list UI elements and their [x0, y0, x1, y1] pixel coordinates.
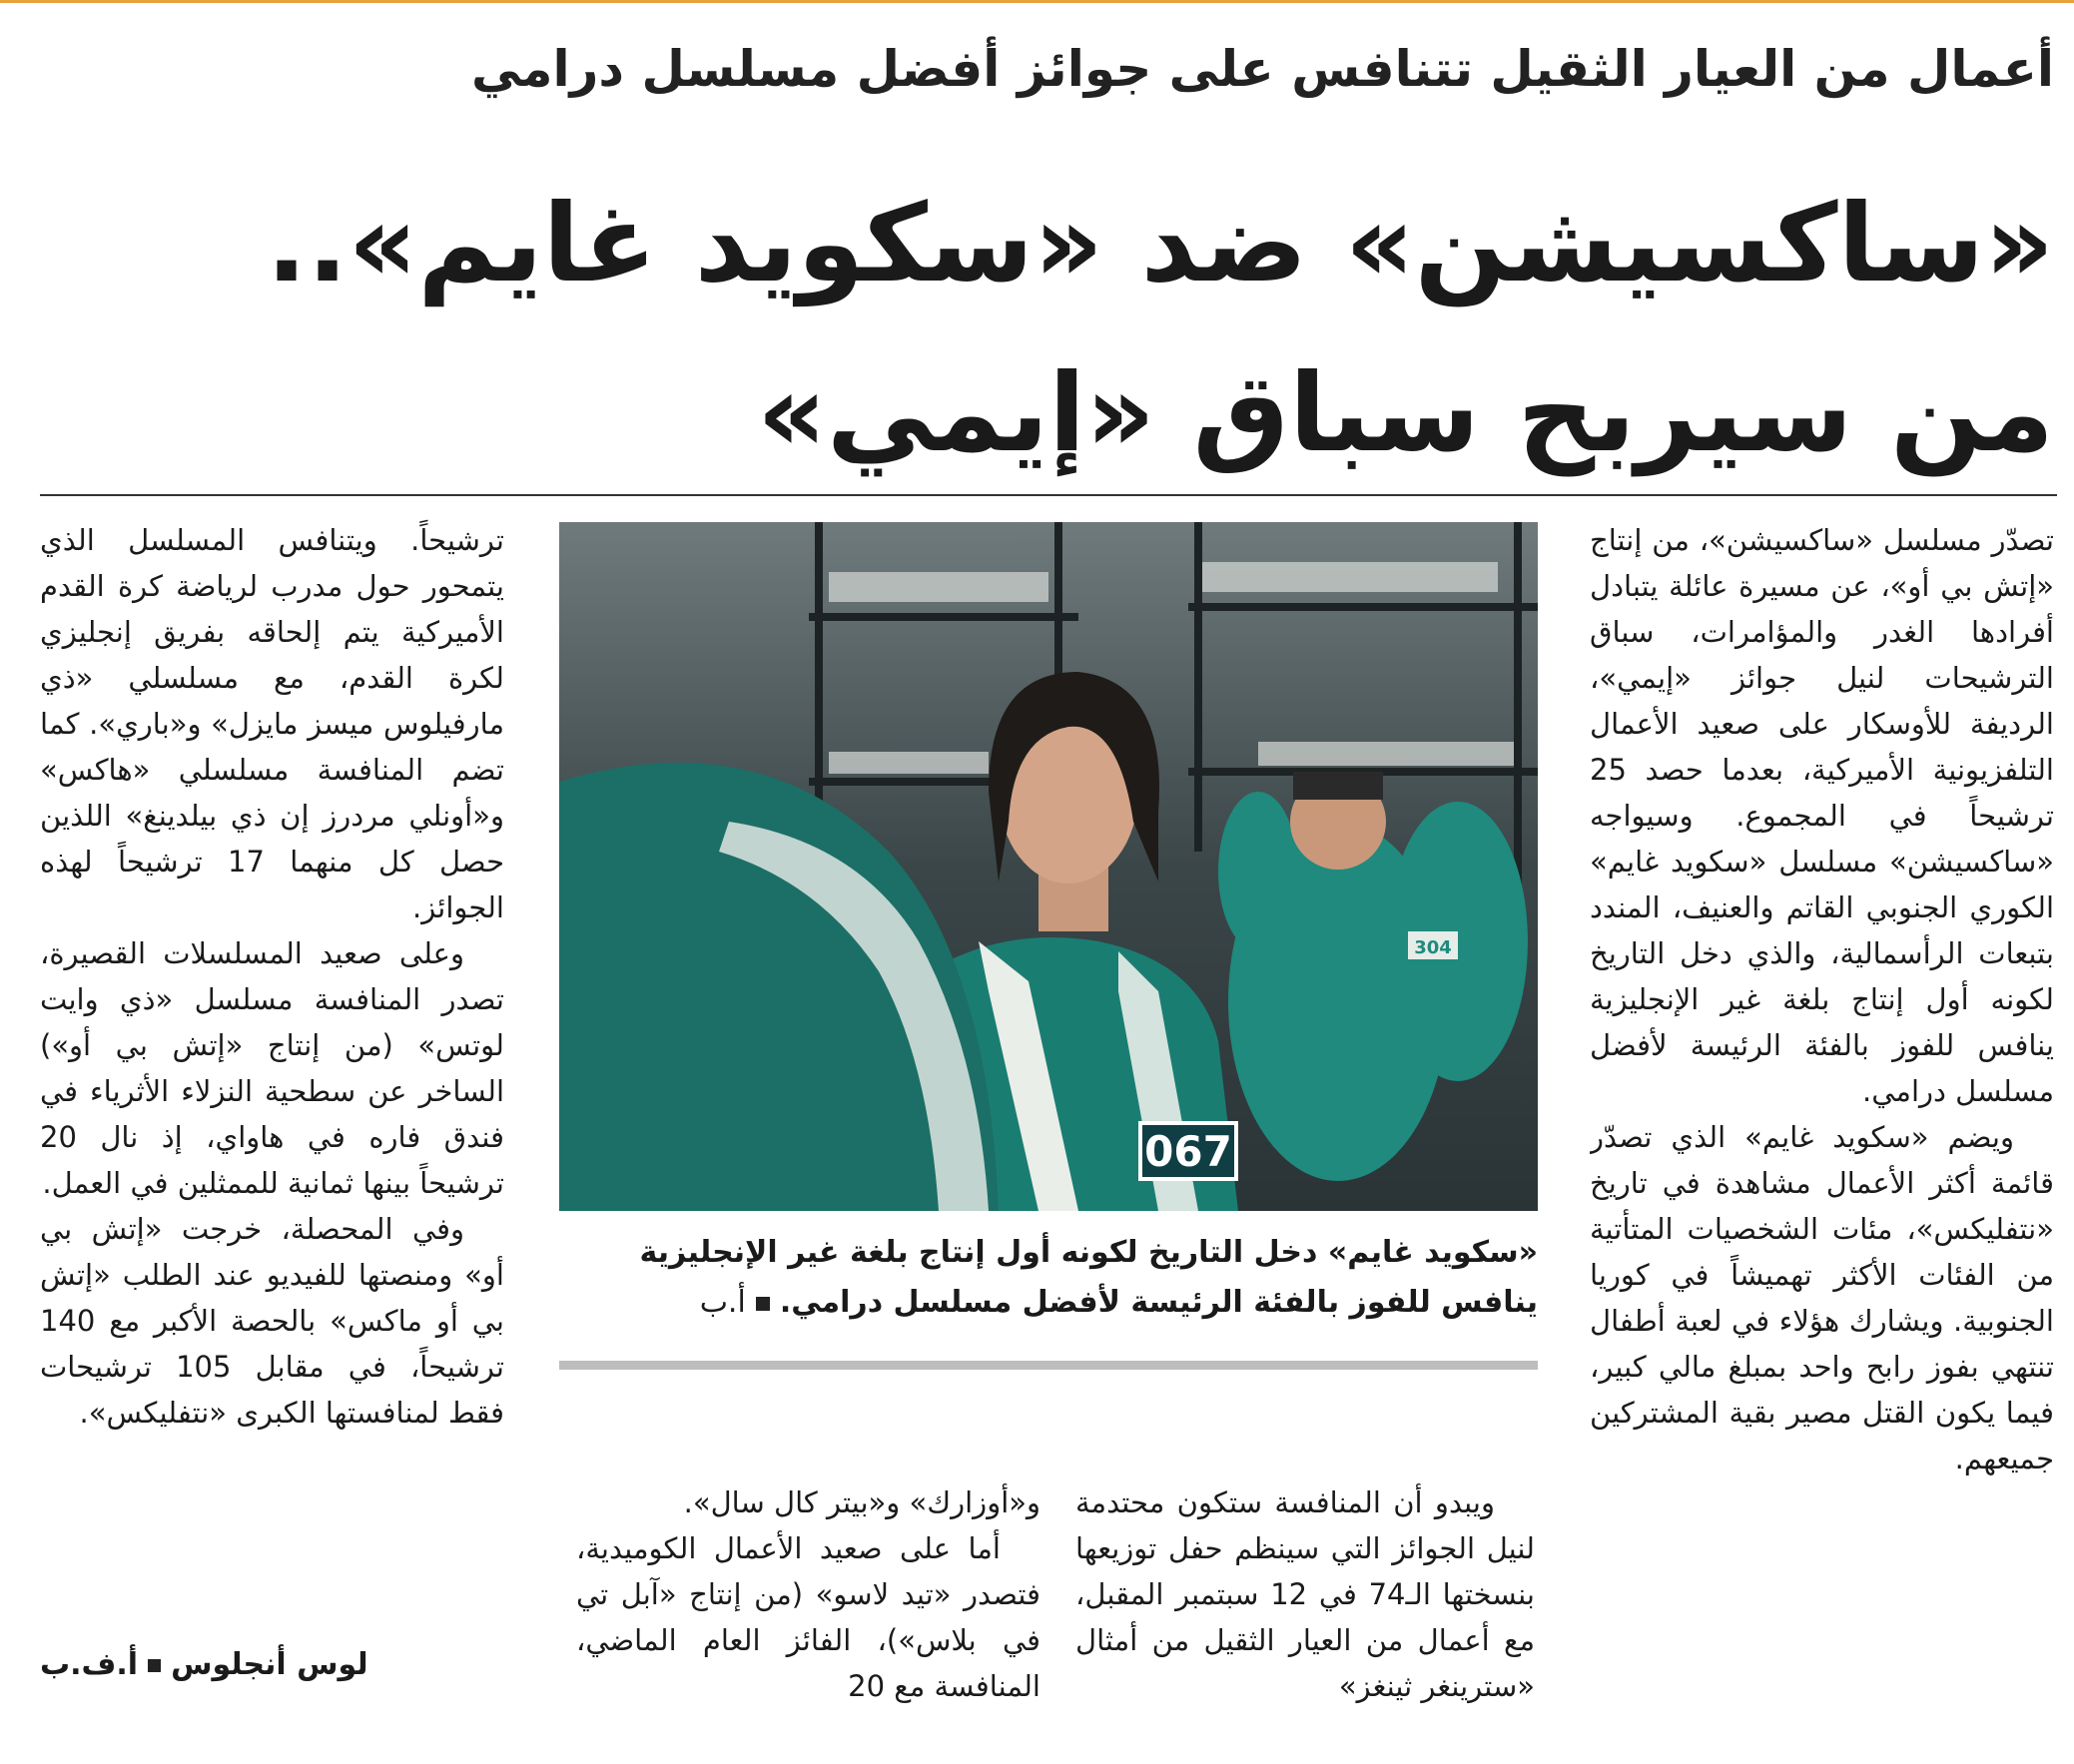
paragraph: ويضم «سكويد غايم» الذي تصدّر قائمة أكثر الأعمال مشاهدة في تاريخ «نتفليكس»، مئات الشخصيات المتأتية من الفئات الأكثر تهميشاً في كوريا الجنوبية. ويشارك هؤلاء في لعبة أطفال تنتهي بفوز رابح واحد بمبلغ مالي كبير، فيما يكون القتل مصير بقية المشتركين جميعهم.	[1590, 1120, 2054, 1475]
article-photo	[559, 522, 1538, 1211]
article-headline	[157, 160, 2054, 499]
article-byline	[40, 1642, 504, 1688]
byline-place: لوس أنجلوس	[171, 1647, 368, 1682]
column-left	[40, 517, 504, 1745]
paragraph: ترشيحاً. ويتنافس المسلسل الذي يتمحور حول مدرب لرياضة كرة القدم الأميركية يتم إلحاقه بفريق إنجليزي لكرة القدم، مع مسلسلي «ذي مارفيلوس ميسز مايزل» و«باري». كما تضم المنافسة مسلسلي «هاكس» و«أونلي مردرز إن ذي بيلدينغ» اللذين حصل كل منهما 17 ترشيحاً لهذه الجوائز.	[40, 523, 504, 924]
photo-illustration	[559, 522, 1538, 1211]
paragraph: وفي المحصلة، خرجت «إتش بي أو» ومنصتها للفيديو عند الطلب «إتش بي أو ماكس» بالحصة الأكبر مع 140 ترشيحاً، في مقابل 105 ترشيحات فقط لمنافستها الكبرى «نتفليكس».	[40, 1212, 504, 1430]
bullet-square-icon	[148, 1659, 161, 1672]
caption-credit: أ.ب	[699, 1285, 746, 1320]
caption-divider	[559, 1361, 1538, 1370]
column-middle-right	[1075, 1479, 1535, 1739]
article-kicker: أعمال من العيار الثقيل تتنافس على جوائز أفضل مسلسل درامي	[470, 40, 2054, 98]
top-accent-rule	[0, 0, 2074, 3]
column-middle-left	[576, 1479, 1040, 1739]
headline-line-1: «ساكسيشن» ضد «سكويد غايم»..	[266, 182, 2054, 306]
photo-badge-number: 067	[1144, 1127, 1232, 1176]
paragraph: أما على صعيد الأعمال الكوميدية، فتصدر «تيد لاسو» (من إنتاج «آبل تي في بلاس»)، الفائز العام الماضي، المنافسة مع 20	[576, 1531, 1040, 1703]
headline-divider	[40, 494, 2057, 496]
column-right	[1590, 517, 2054, 1745]
photo-caption	[559, 1228, 1538, 1328]
bullet-square-icon	[756, 1297, 770, 1311]
caption-text: «سكويد غايم» دخل التاريخ لكونه أول إنتاج بلغة غير الإنجليزية ينافس للفوز بالفئة الرئيسة لأفضل مسلسل درامي.	[639, 1235, 1538, 1320]
paragraph: تصدّر مسلسل «ساكسيشن»، من إنتاج «إتش بي أو»، عن مسيرة عائلة يتبادل أفرادها الغدر والمؤامرات، سباق الترشيحات لنيل جوائز «إيمي»، الرديفة للأوسكار على صعيد الأعمال التلفزيونية الأميركية، بعدما حصد 25 ترشيحاً في المجموع. وسيواجه «ساكسيشن» مسلسل «سكويد غايم» الكوري الجنوبي القاتم والعنيف، المندد بتبعات الرأسمالية، والذي دخل التاريخ لكونه أول إنتاج بلغة غير الإنجليزية ينافس للفوز بالفئة الرئيسة لأفضل مسلسل درامي.	[1590, 523, 2054, 1108]
headline-line-2: من سيربح سباق «إيمي»	[757, 351, 2054, 476]
photo-badge-small: 304	[1414, 937, 1452, 958]
paragraph: ويبدو أن المنافسة ستكون محتدمة لنيل الجوائز التي سينظم حفل توزيعها بنسختها الـ74 في 12 سبتمبر المقبل، مع أعمال من العيار الثقيل من أمثال «سترينغر ثينغز»	[1075, 1485, 1535, 1703]
byline-agency: أ.ف.ب	[40, 1647, 139, 1682]
paragraph: وعلى صعيد المسلسلات القصيرة، تصدر المنافسة مسلسل «ذي وايت لوتس» (من إنتاج «إتش بي أو») الساخر عن سطحية النزلاء الأثرياء في فندق فاره في هاواي، إذ نال 20 ترشيحاً بينها ثمانية للممثلين في العمل.	[40, 936, 504, 1200]
paragraph: و«أوزارك» و«بيتر كال سال».	[683, 1485, 1040, 1519]
